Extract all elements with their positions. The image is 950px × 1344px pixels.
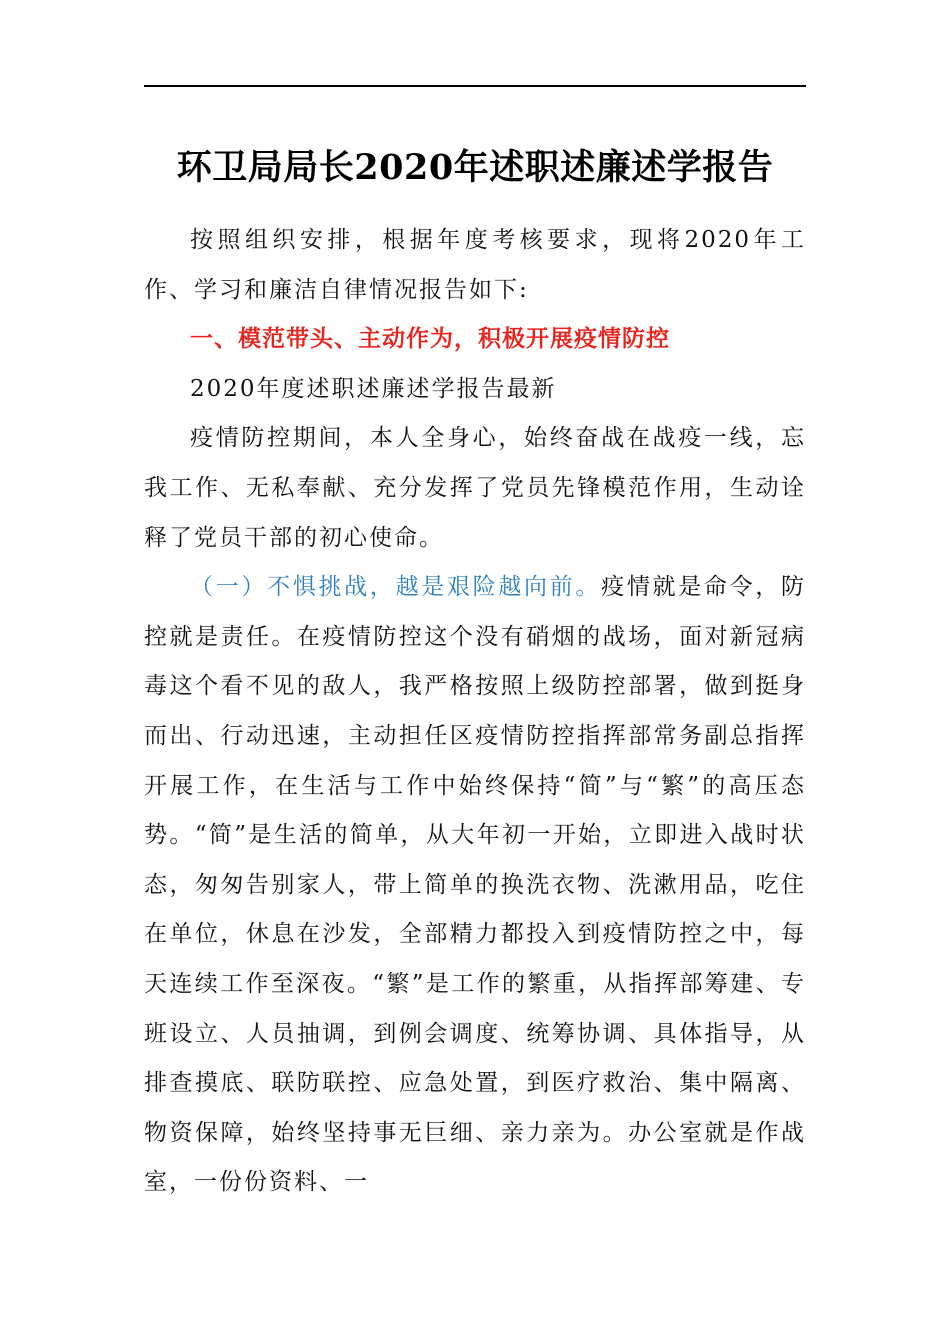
subsection-text: 疫情就是命令，防控就是责任。在疫情防控这个没有硝烟的战场，面对新冠病毒这个看不见的敌人，我严格按照上级防控部署，做到挺身而出、行动迅速，主动担任区疫情防控指挥部常务副总指挥开展工作，在生活与工作中始终保持“简”与“繁”的高压态势。“简”是生活的简单，从大年初一开始，立即进入战时状态，匆匆告别家人，带上简单的换洗衣物、洗漱用品，吃住在单位，休息在沙发，全部精力都投入到疫情防控之中，每天连续工作至深夜。“繁”是工作的繁重，从指挥部筹建、专班设立、人员抽调，到例会调度、统筹协调、具体指导，从排查摸底、联防联控、应急处置，到医疗救治、集中隔离、物资保障，始终坚持事无巨细、亲力亲为。办公室就是作战室，一份份资料、一 — [144, 574, 807, 1196]
body-paragraph: 疫情防控期间，本人全身心，始终奋战在战疫一线，忘我工作、无私奉献、充分发挥了党员先锋模范作用，生动诠释了党员干部的初心使命。 — [144, 425, 806, 551]
subsection-heading: （一）不惧挑战，越是艰险越向前。 — [190, 574, 602, 601]
document-title: 环卫局局长2020年述职述廉述学报告 — [176, 147, 774, 188]
section-heading: 一、模范带头、主动作为，积极开展疫情防控 — [190, 326, 670, 353]
intro-paragraph: 按照组织安排，根据年度考核要求，现将2020年工作、学习和廉洁自律情况报告如下: — [144, 227, 806, 303]
subtitle-line: 2020年度述职述廉述学报告最新 — [190, 375, 557, 402]
header-rule — [144, 85, 806, 87]
document-body — [144, 216, 806, 1208]
subsection-paragraph — [144, 563, 806, 1208]
